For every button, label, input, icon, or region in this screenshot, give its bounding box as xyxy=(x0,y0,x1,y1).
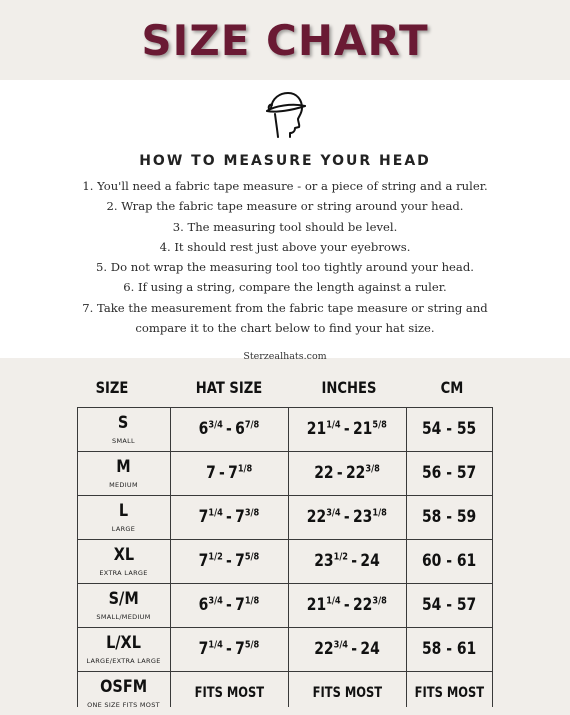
range-start-fraction: 3/4 xyxy=(326,507,341,519)
inches-cell xyxy=(288,627,406,671)
inches-cell xyxy=(288,407,406,451)
range-start-fraction: 1/4 xyxy=(208,639,223,651)
size-code-text: S xyxy=(118,413,129,433)
col-header-size: SIZE xyxy=(95,378,129,397)
cm-cell-value: 54 - 55 xyxy=(421,419,477,439)
size-name: LARGE/EXTRA LARGE xyxy=(86,657,161,665)
range-end: 7 xyxy=(235,639,245,659)
size-name: MEDIUM xyxy=(109,481,138,489)
size-code-text: L xyxy=(118,501,129,521)
range-end: 7 xyxy=(235,507,245,527)
range-end: 23 xyxy=(353,507,373,527)
range-start: 6 xyxy=(198,419,209,439)
range-start-fraction: 1/2 xyxy=(208,551,223,563)
range-start-fraction: 1/4 xyxy=(326,595,341,607)
size-name: SMALL xyxy=(112,437,135,445)
inches-cell-value xyxy=(314,639,380,659)
range-end: 7 xyxy=(235,551,245,571)
range-dash: - xyxy=(344,419,350,439)
size-name: ONE SIZE FITS MOST xyxy=(87,701,160,709)
range-dash: - xyxy=(351,551,358,571)
steps-list xyxy=(0,176,570,338)
range-start-fraction: 3/4 xyxy=(333,639,349,651)
inches-cell-value xyxy=(314,463,380,483)
how-to-heading: HOW TO MEASURE YOUR HEAD xyxy=(139,153,431,169)
step-item: compare it to the chart below to find your hat size. xyxy=(135,321,435,336)
cm-cell xyxy=(406,407,492,451)
hat-size-cell-value: FITS MOST xyxy=(194,685,264,701)
hat-size-cell-value xyxy=(199,639,260,659)
step-item: 6. If using a string, compare the length against a ruler. xyxy=(123,280,447,295)
size-name: LARGE xyxy=(111,525,136,533)
size-code-text: S/M xyxy=(108,589,139,609)
hat-size-cell xyxy=(170,539,288,583)
page-title: SIZE CHART xyxy=(141,16,429,65)
hat-size-cell xyxy=(170,671,288,715)
cm-cell xyxy=(406,451,492,495)
range-end-fraction: 3/8 xyxy=(365,463,380,475)
range-start: 7 xyxy=(198,507,209,527)
step-item: 3. The measuring tool should be level. xyxy=(172,219,398,234)
hat-size-cell xyxy=(170,495,288,539)
range-end-fraction: 1/8 xyxy=(372,507,388,519)
inches-cell-value xyxy=(307,419,387,439)
col-header-cm: CM xyxy=(440,378,464,397)
size-code-text: OSFM xyxy=(100,677,147,697)
range-end: 24 xyxy=(360,551,380,571)
cm-cell xyxy=(406,539,492,583)
range-start-fraction: 1/4 xyxy=(208,507,223,519)
range-end: 24 xyxy=(360,639,380,659)
range-end: 21 xyxy=(353,419,373,439)
range-start: 7 xyxy=(198,551,209,571)
range-dash: - xyxy=(344,595,350,615)
range-dash: - xyxy=(226,639,232,659)
step-item: 4. It should rest just above your eyebrows. xyxy=(159,239,411,254)
size-code xyxy=(77,589,170,609)
range-start: 21 xyxy=(306,419,327,439)
step-item: 7. Take the measurement from the fabric tape measure or string and xyxy=(82,300,488,315)
step-item: 1. You'll need a fabric tape measure - or a piece of string and a ruler. xyxy=(82,179,488,193)
range-start-fraction: 1/2 xyxy=(333,551,349,563)
range-end-fraction: 5/8 xyxy=(244,551,260,563)
range-start: 7 xyxy=(205,463,216,483)
size-code xyxy=(77,545,170,565)
hat-size-cell xyxy=(170,407,288,451)
range-dash: - xyxy=(226,419,232,439)
head-measure-icon xyxy=(262,88,308,138)
cm-cell xyxy=(406,627,492,671)
size-code xyxy=(77,501,170,521)
col-header-hat-size: HAT SIZE xyxy=(195,378,263,397)
range-start-fraction: 1/4 xyxy=(326,419,341,431)
range-start-fraction: 3/4 xyxy=(208,419,223,431)
cm-cell-value: 58 - 61 xyxy=(421,639,477,659)
header-band xyxy=(0,0,570,80)
range-end: 22 xyxy=(353,595,373,615)
range-start-fraction: 3/4 xyxy=(208,595,223,607)
range-start: 22 xyxy=(314,463,334,483)
hat-size-cell-value xyxy=(206,463,252,483)
cm-cell-value: 60 - 61 xyxy=(421,551,477,571)
site-url: Sterzealhats.com xyxy=(243,351,327,362)
inches-cell xyxy=(288,671,406,715)
range-start: 23 xyxy=(314,551,334,571)
size-code xyxy=(77,457,170,477)
inches-cell xyxy=(288,583,406,627)
hat-size-cell xyxy=(170,583,288,627)
size-name: EXTRA LARGE xyxy=(99,569,148,577)
col-header-inches: INCHES xyxy=(321,378,377,397)
inches-cell xyxy=(288,495,406,539)
range-dash: - xyxy=(218,463,225,483)
size-code-text: L/XL xyxy=(106,633,141,653)
range-end-fraction: 7/8 xyxy=(244,419,260,431)
range-end-fraction: 3/8 xyxy=(244,507,260,519)
range-start: 7 xyxy=(198,639,209,659)
range-dash: - xyxy=(351,639,358,659)
cm-cell-value: 58 - 59 xyxy=(421,507,477,527)
size-code-text: M xyxy=(116,457,131,477)
range-start: 22 xyxy=(306,507,327,527)
size-name: SMALL/MEDIUM xyxy=(96,613,151,621)
range-end: 7 xyxy=(235,595,245,615)
hat-size-cell-value xyxy=(199,507,260,527)
step-item: 2. Wrap the fabric tape measure or string around your head. xyxy=(106,199,464,214)
cm-cell xyxy=(406,671,492,715)
inches-cell xyxy=(288,539,406,583)
hat-size-cell-value xyxy=(199,595,260,615)
inches-cell-value: FITS MOST xyxy=(312,685,382,701)
hat-size-cell xyxy=(170,451,288,495)
range-end: 22 xyxy=(345,463,366,483)
table-column-divider xyxy=(492,407,493,707)
step-item: 5. Do not wrap the measuring tool too tightly around your head. xyxy=(96,260,474,275)
inches-cell-value xyxy=(307,507,387,527)
cm-cell-value: FITS MOST xyxy=(414,685,484,701)
range-dash: - xyxy=(226,507,232,527)
cm-cell-value: 56 - 57 xyxy=(421,463,477,483)
cm-cell-value: 54 - 57 xyxy=(421,595,477,615)
inches-cell-value xyxy=(314,551,380,571)
size-code xyxy=(77,633,170,653)
size-code xyxy=(77,677,170,697)
range-dash: - xyxy=(226,595,232,615)
range-dash: - xyxy=(336,463,343,483)
range-dash: - xyxy=(226,551,232,571)
range-end: 6 xyxy=(235,419,245,439)
range-end-fraction: 3/8 xyxy=(372,595,388,607)
range-end-fraction: 5/8 xyxy=(244,639,260,651)
hat-size-cell xyxy=(170,627,288,671)
range-end-fraction: 5/8 xyxy=(372,419,388,431)
inches-cell xyxy=(288,451,406,495)
range-end-fraction: 1/8 xyxy=(237,463,253,475)
range-end-fraction: 1/8 xyxy=(244,595,260,607)
hat-size-cell-value xyxy=(199,551,260,571)
cm-cell xyxy=(406,583,492,627)
range-dash: - xyxy=(344,507,350,527)
hat-size-cell-value xyxy=(199,419,260,439)
range-end: 7 xyxy=(227,463,238,483)
range-start: 6 xyxy=(198,595,209,615)
cm-cell xyxy=(406,495,492,539)
range-start: 21 xyxy=(306,595,327,615)
inches-cell-value xyxy=(307,595,387,615)
size-code xyxy=(77,413,170,433)
size-code-text: XL xyxy=(113,545,134,565)
range-start: 22 xyxy=(314,639,334,659)
